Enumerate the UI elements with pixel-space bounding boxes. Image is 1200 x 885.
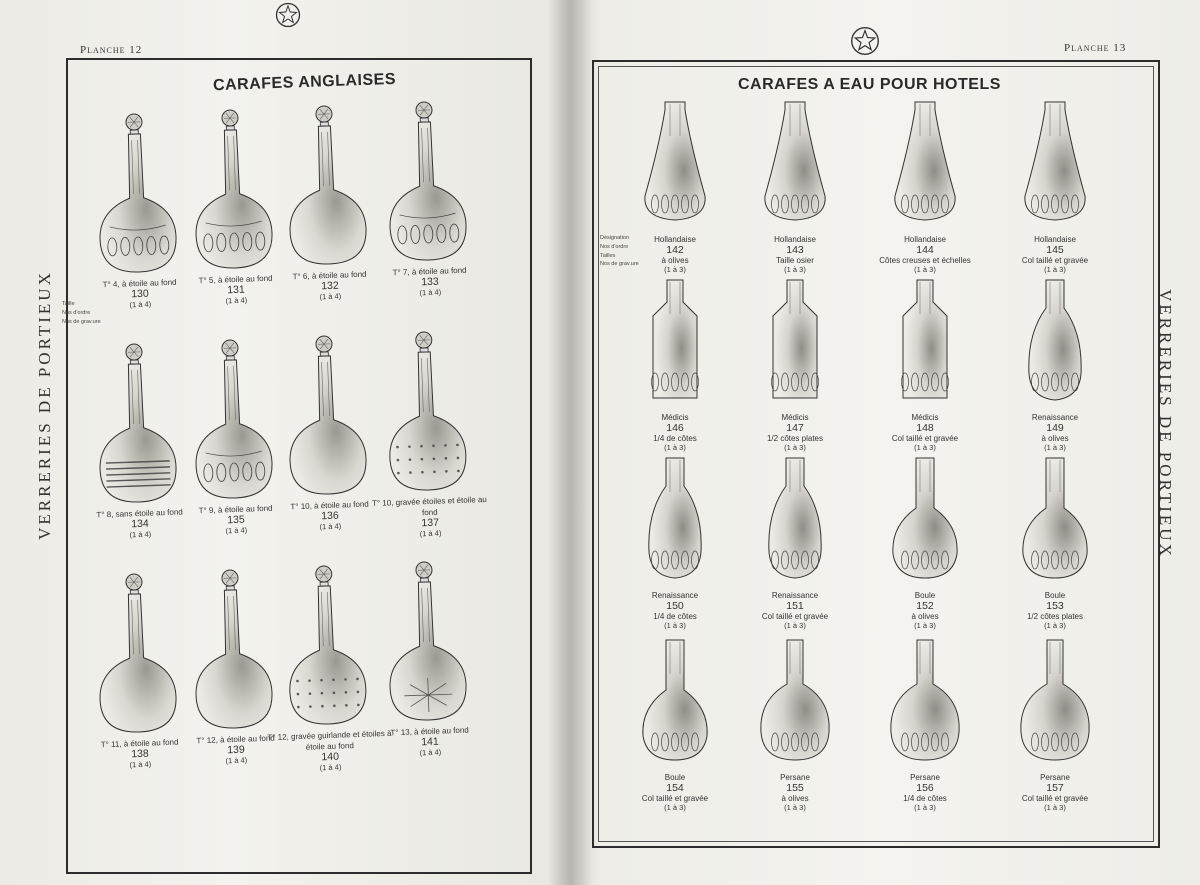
carafe-item	[358, 324, 495, 540]
carafe-label: T° 6, à étoile au fond	[292, 269, 367, 282]
carafe-number: 154	[666, 781, 684, 794]
carafe-illustration	[635, 96, 715, 236]
carafe-name: Renaissance	[771, 591, 819, 600]
plate-title: CARAFES ANGLAISES	[212, 70, 397, 95]
carafe-caption	[610, 236, 740, 274]
carafe-caption	[860, 414, 990, 452]
carafe-name: Hollandaise	[1034, 235, 1076, 244]
carafe-item	[860, 452, 990, 630]
carafe-range: (1 à 4)	[225, 295, 248, 306]
carafe-illustration	[1015, 634, 1095, 774]
carafe-caption	[364, 264, 495, 300]
carafe-number: 156	[916, 781, 934, 794]
carafe-range: (1 à 4)	[419, 287, 442, 298]
carafe-number: 148	[916, 421, 934, 434]
carafe-name: Persane	[1040, 773, 1070, 782]
carafe-caption	[860, 592, 990, 630]
carafe-number: 134	[131, 517, 149, 531]
carafe-number: 155	[786, 781, 804, 794]
carafe-number: 135	[227, 513, 245, 527]
carafe-description: 1/4 de côtes	[653, 433, 697, 443]
carafe-illustration	[755, 96, 835, 236]
carafe-item	[730, 452, 860, 630]
carafe-range: (1 à 3)	[784, 802, 806, 812]
carafe-caption	[990, 414, 1120, 452]
carafe-item	[610, 452, 740, 630]
carafe-range: (1 à 4)	[129, 299, 152, 310]
carafe-range: (1 à 3)	[664, 802, 686, 812]
carafe-range: (1 à 3)	[914, 264, 936, 274]
carafe-description: Col taillé et gravée	[1021, 793, 1089, 803]
carafe-number: 131	[227, 283, 245, 297]
column-legend: Taille Nos d'ordre Nos de grav.ure	[62, 301, 101, 325]
carafe-description: à olives	[781, 793, 809, 803]
carafe-item	[730, 96, 860, 274]
carafe-range: (1 à 4)	[419, 528, 442, 538]
carafe-range: (1 à 4)	[419, 747, 442, 758]
carafe-item	[990, 452, 1120, 630]
carafe-range: (1 à 3)	[784, 442, 806, 452]
carafe-caption	[990, 774, 1120, 812]
carafe-number: 157	[1046, 781, 1064, 794]
book-gutter	[548, 0, 592, 885]
carafe-illustration	[375, 324, 477, 497]
carafe-description: Col taillé et gravée	[641, 793, 709, 803]
left-page	[0, 0, 582, 885]
carafe-range: (1 à 4)	[225, 755, 248, 766]
carafe-range: (1 à 4)	[319, 291, 342, 302]
carafe-caption	[860, 774, 990, 812]
carafe-caption	[990, 592, 1120, 630]
carafe-illustration	[885, 452, 965, 592]
carafe-label: T° 7, à étoile au fond	[392, 265, 467, 278]
carafe-description: 1/4 de côtes	[653, 611, 697, 621]
carafe-range: (1 à 3)	[664, 620, 686, 630]
carafe-name: Persane	[780, 773, 810, 782]
carafe-item	[730, 634, 860, 812]
carafe-item	[860, 274, 990, 452]
carafe-label: T° 5, à étoile au fond	[198, 273, 273, 286]
carafe-label: T° 11, à étoile au fond	[100, 737, 179, 750]
carafe-description: Côtes creuses et échelles	[879, 255, 971, 265]
carafe-number: 141	[421, 735, 439, 749]
carafe-illustration	[755, 634, 835, 774]
carafe-item	[610, 96, 740, 274]
carafe-illustration	[1015, 96, 1095, 236]
carafe-number: 139	[227, 743, 245, 757]
carafe-range: (1 à 4)	[225, 525, 248, 536]
carafe-caption	[364, 494, 495, 541]
carafe-illustration	[1015, 274, 1095, 414]
carafe-illustration	[376, 94, 478, 267]
side-brand-text: VERRERIES DE PORTIEUX	[1156, 289, 1175, 559]
carafe-caption	[730, 414, 860, 452]
carafe-name: Médicis	[781, 413, 809, 422]
carafe-name: Hollandaise	[654, 235, 696, 244]
carafe-name: Boule	[1044, 591, 1066, 600]
carafe-number: 152	[916, 599, 934, 612]
carafe-number: 151	[786, 599, 804, 612]
carafe-item	[990, 274, 1120, 452]
carafe-range: (1 à 3)	[914, 442, 936, 452]
carafe-name: Renaissance	[651, 591, 699, 600]
carafe-number: 137	[421, 516, 440, 530]
carafe-illustration	[755, 452, 835, 592]
carafe-number: 133	[421, 275, 439, 289]
carafe-description: Col taillé et gravée	[1021, 255, 1089, 265]
carafe-label: T° 10, gravée étoiles et étoile au fond	[371, 494, 487, 518]
carafe-number: 143	[786, 243, 804, 256]
carafe-illustration	[885, 634, 965, 774]
carafe-illustration	[635, 452, 715, 592]
carafe-label: T° 12, à étoile au fond	[196, 733, 275, 746]
carafe-range: (1 à 4)	[319, 762, 342, 772]
carafe-illustration	[1015, 452, 1095, 592]
carafe-label: T° 4, à étoile au fond	[102, 277, 177, 290]
carafe-caption	[610, 774, 740, 812]
carafe-name: Renaissance	[1031, 413, 1079, 422]
carafe-description: à olives	[911, 611, 939, 621]
carafe-name: Médicis	[661, 413, 689, 422]
plate-title: CARAFES A EAU POUR HOTELS	[738, 76, 1001, 93]
carafe-number: 136	[321, 509, 339, 523]
carafe-caption	[610, 592, 740, 630]
carafe-number: 140	[321, 750, 340, 764]
carafe-range: (1 à 4)	[129, 759, 152, 770]
carafe-name: Persane	[910, 773, 940, 782]
carafe-description: 1/4 de côtes	[903, 793, 947, 803]
carafe-number: 132	[321, 279, 339, 293]
carafe-name: Hollandaise	[904, 235, 946, 244]
carafe-number: 142	[666, 243, 684, 256]
carafe-caption	[730, 592, 860, 630]
carafe-label: T° 8, sans étoile au fond	[96, 507, 183, 520]
carafe-number: 146	[666, 421, 684, 434]
carafe-item	[730, 274, 860, 452]
carafe-caption	[990, 236, 1120, 274]
carafe-number: 150	[666, 599, 684, 612]
carafe-number: 130	[131, 287, 149, 301]
carafe-item	[359, 554, 496, 760]
carafe-name: Hollandaise	[774, 235, 816, 244]
carafe-illustration	[885, 96, 965, 236]
carafe-name: Médicis	[911, 413, 939, 422]
carafe-number: 147	[786, 421, 804, 434]
planche-number: Planche 12	[80, 44, 143, 56]
carafe-range: (1 à 4)	[129, 529, 152, 540]
carafe-number: 153	[1046, 599, 1064, 612]
carafe-item	[610, 634, 740, 812]
carafe-description: 1/2 côtes plates	[766, 433, 824, 443]
carafe-description: à olives	[661, 255, 689, 265]
carafe-range: (1 à 3)	[1044, 802, 1066, 812]
carafe-number: 144	[916, 243, 934, 256]
carafe-item	[610, 274, 740, 452]
carafe-description: Col taillé et gravée	[761, 611, 829, 621]
carafe-illustration	[376, 554, 478, 727]
carafe-item	[860, 96, 990, 274]
carafe-item	[990, 96, 1120, 274]
carafe-name: Boule	[914, 591, 936, 600]
carafe-number: 149	[1046, 421, 1064, 434]
carafe-illustration	[635, 634, 715, 774]
carafe-range: (1 à 4)	[319, 521, 342, 532]
carafe-description: à olives	[1041, 433, 1069, 443]
carafe-illustration	[635, 274, 715, 414]
portieux-emblem-icon	[275, 2, 301, 28]
carafe-caption	[730, 774, 860, 812]
planche-number: Planche 13	[1064, 42, 1127, 54]
carafe-range: (1 à 3)	[784, 620, 806, 630]
column-legend: Désignation Nos d'ordre Tailles Nos de grav.ure	[600, 235, 639, 268]
carafe-label: T° 10, à étoile au fond	[290, 499, 369, 512]
carafe-description: 1/2 côtes plates	[1026, 611, 1084, 621]
carafe-caption	[610, 414, 740, 452]
carafe-caption	[364, 724, 495, 760]
carafe-range: (1 à 3)	[1044, 620, 1066, 630]
carafe-range: (1 à 3)	[1044, 442, 1066, 452]
right-page	[570, 0, 1200, 885]
carafe-range: (1 à 3)	[664, 442, 686, 452]
carafe-name: Boule	[664, 773, 686, 782]
carafe-illustration	[755, 274, 835, 414]
carafe-label: T° 9, à étoile au fond	[198, 503, 273, 516]
portieux-emblem-icon	[850, 26, 880, 56]
carafe-range: (1 à 3)	[664, 264, 686, 274]
carafe-caption	[860, 236, 990, 274]
carafe-item	[860, 634, 990, 812]
carafe-label: T° 13, à étoile au fond	[390, 725, 469, 738]
carafe-description: Taille osier	[776, 255, 814, 265]
carafe-caption	[730, 236, 860, 274]
carafe-illustration	[885, 274, 965, 414]
carafe-number: 145	[1046, 243, 1064, 256]
carafe-range: (1 à 3)	[914, 620, 936, 630]
carafe-item	[359, 94, 496, 300]
carafe-number: 138	[131, 747, 149, 761]
side-brand-text: VERRERIES DE PORTIEUX	[35, 270, 54, 540]
carafe-range: (1 à 3)	[914, 802, 936, 812]
carafe-range: (1 à 3)	[1044, 264, 1066, 274]
carafe-range: (1 à 3)	[784, 264, 806, 274]
carafe-description: Col taillé et gravée	[891, 433, 959, 443]
carafe-item	[990, 634, 1120, 812]
carafe-label: T° 12, gravée guirlande et étoiles à étoile au fond	[267, 728, 392, 752]
